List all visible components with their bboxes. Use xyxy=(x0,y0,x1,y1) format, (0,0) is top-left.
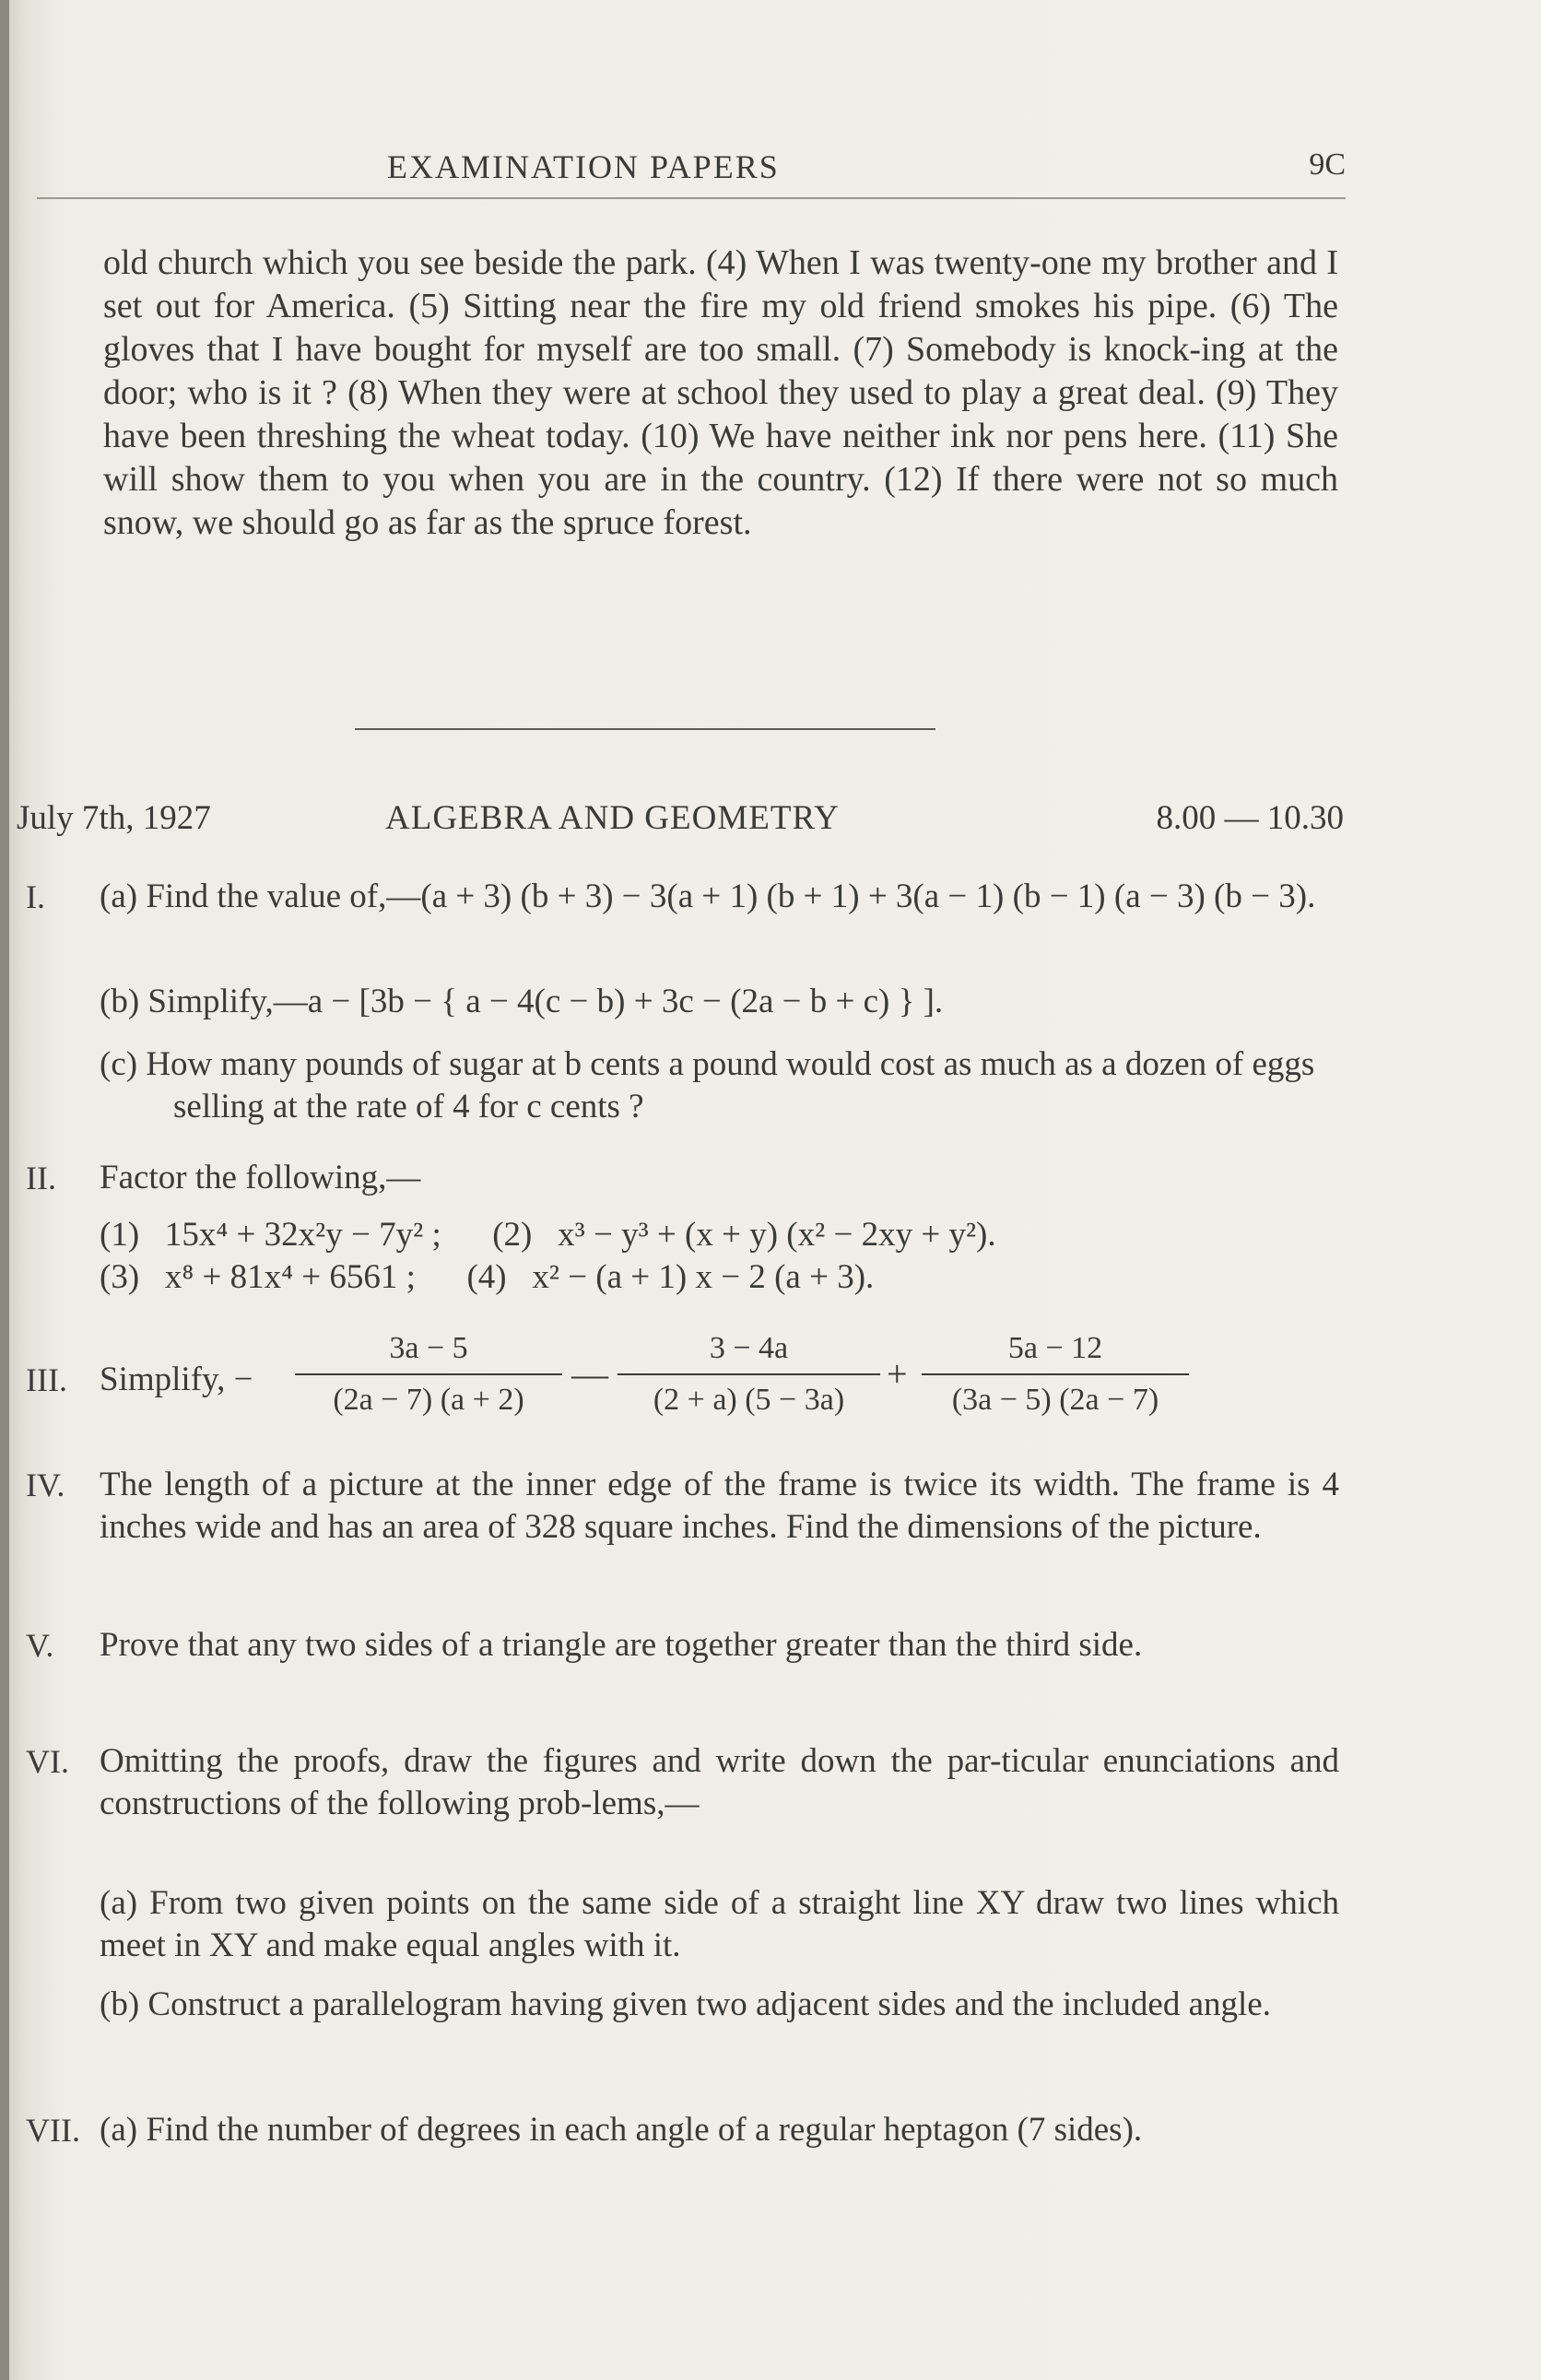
question-number: I. xyxy=(26,878,45,915)
fraction-1-denominator: (2a − 7) (a + 2) xyxy=(333,1383,524,1417)
question-3 xyxy=(0,1327,1355,1429)
question-4-text: The length of a picture at the inner edge of the frame is twice its width. The frame is 4 inches wide and has an area of 328 square inches. Find the dimensions of the picture. xyxy=(100,1466,1339,1546)
page-number: 9C xyxy=(1309,147,1346,182)
question-number: III. xyxy=(26,1361,67,1398)
question-5 xyxy=(0,1624,1355,1716)
question-4 xyxy=(0,1464,1355,1602)
question-3-label: Simplify, − xyxy=(100,1361,253,1398)
question-6 xyxy=(0,1740,1355,2081)
question-6-part-a: (a) From two given points on the same side of a straight line XY draw two lines which meet in XY and make equal angles with it. xyxy=(100,1884,1339,1964)
question-number: II. xyxy=(26,1160,56,1196)
continued-paragraph: old church which you see beside the park. (4) When I was twenty-one my brother and I set out for America. (5) Sitting near the fire my old friend smokes his pipe. (6) The gloves that I have bought for myself are too small. (7) Somebody is knock-ing at the door; who is it ? (8) When they were at school they used to play a great deal. (9) They have been threshing the wheat today. (10) We have neither ink nor pens here. (11) She will show them to you when you are in the country. (12) If there were not so much snow, we should go as far as the spruce forest. xyxy=(103,243,1338,542)
question-1-part-a: (a) Find the value of,—(a + 3) (b + 3) − 3(a + 1) (b + 1) + 3(a − 1) (b − 1) (a − 3) (b − 3). xyxy=(100,878,1316,915)
header-title: EXAMINATION PAPERS xyxy=(387,148,780,185)
fraction-2 xyxy=(618,1327,880,1421)
question-number: V. xyxy=(26,1627,54,1664)
fraction-2-denominator: (2 + a) (5 − 3a) xyxy=(653,1383,845,1417)
question-1 xyxy=(0,876,1355,1143)
exam-time: 8.00 — 10.30 xyxy=(1156,799,1344,837)
fraction-2-numerator: 3 − 4a xyxy=(618,1327,880,1375)
fraction-3-numerator: 5a − 12 xyxy=(922,1327,1189,1375)
running-header xyxy=(387,147,1346,194)
question-7-part-a: (a) Find the number of degrees in each angle of a regular heptagon (7 sides). xyxy=(100,2111,1143,2149)
fraction-1-numerator: 3a − 5 xyxy=(295,1327,562,1375)
exam-heading xyxy=(17,798,1344,844)
plus-operator: + xyxy=(887,1353,908,1395)
minus-operator: — xyxy=(571,1353,608,1395)
question-2 xyxy=(0,1157,1355,1314)
question-7 xyxy=(0,2109,1355,2210)
section-separator xyxy=(355,728,935,730)
question-number: VI. xyxy=(26,1743,69,1780)
fraction-3 xyxy=(922,1327,1189,1421)
exam-subject: ALGEBRA AND GEOMETRY xyxy=(385,799,840,837)
question-1-part-c: (c) How many pounds of sugar at b cents a pound would cost as much as a dozen of eggs selling at the rate of 4 for c cents ? xyxy=(100,1045,1315,1125)
question-2-intro: Factor the following,— xyxy=(100,1159,421,1196)
fraction-3-denominator: (3a − 5) (2a − 7) xyxy=(951,1383,1159,1417)
fraction-1 xyxy=(295,1327,562,1421)
question-2-line-1: (1) 15x⁴ + 32x²y − 7y² ; (2) x³ − y³ + (x + y) (x² − 2xy + y²). xyxy=(100,1216,996,1254)
question-2-line-2: (3) x⁸ + 81x⁴ + 6561 ; (4) x² − (a + 1) x − 2 (a + 3). xyxy=(100,1258,875,1296)
question-number: IV. xyxy=(26,1467,65,1503)
question-number: VII. xyxy=(26,2112,80,2149)
header-rule xyxy=(37,197,1346,199)
question-6-part-b: (b) Construct a parallelogram having given two adjacent sides and the included angle. xyxy=(100,1985,1271,2023)
question-1-part-b: (b) Simplify,—a − [3b − { a − 4(c − b) + 3c − (2a − b + c) } ]. xyxy=(100,983,944,1020)
question-5-text: Prove that any two sides of a triangle are together greater than the third side. xyxy=(100,1626,1143,1664)
exam-date: July 7th, 1927 xyxy=(17,799,211,837)
question-6-text: Omitting the proofs, draw the figures and write down the par-ticular enunciations and constructions of the following prob-lems,— xyxy=(100,1742,1339,1822)
